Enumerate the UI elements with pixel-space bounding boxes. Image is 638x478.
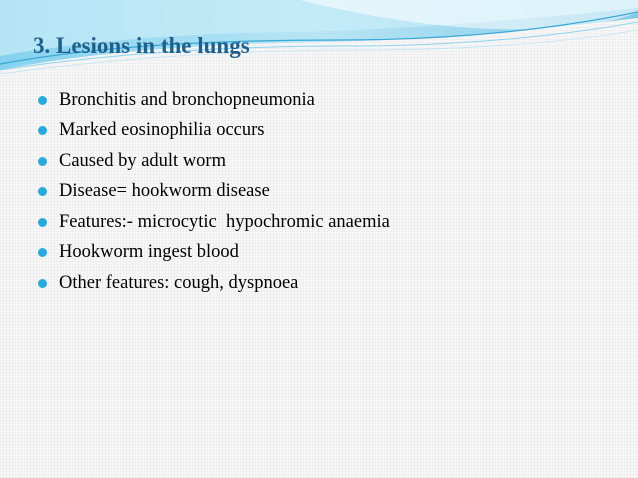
bullet-text: Caused by adult worm — [59, 150, 226, 171]
list-item — [38, 238, 390, 269]
bullet-text: Marked eosinophilia occurs — [59, 120, 265, 141]
bullet-dot-icon — [38, 187, 47, 196]
bullet-dot-icon — [38, 157, 47, 166]
bullet-dot-icon — [38, 248, 47, 257]
bullet-text: Disease= hookworm disease — [59, 181, 270, 202]
bullet-text: Bronchitis and bronchopneumonia — [59, 89, 315, 110]
bullet-dot-icon — [38, 126, 47, 135]
bullet-text: Other features: cough, dyspnoea — [59, 272, 299, 293]
list-item — [38, 146, 390, 177]
list-item — [38, 85, 390, 116]
bullet-dot-icon — [38, 279, 47, 288]
list-item — [38, 268, 390, 299]
bullet-text: Features:- microcytic hypochromic anaemia — [59, 211, 390, 232]
bullet-dot-icon — [38, 96, 47, 105]
bullet-dot-icon — [38, 218, 47, 227]
list-item — [38, 207, 390, 238]
bullet-text: Hookworm ingest blood — [59, 242, 239, 263]
slide-title: 3. Lesions in the lungs — [33, 33, 250, 58]
bullet-list — [38, 85, 390, 299]
list-item — [38, 177, 390, 208]
list-item — [38, 116, 390, 147]
